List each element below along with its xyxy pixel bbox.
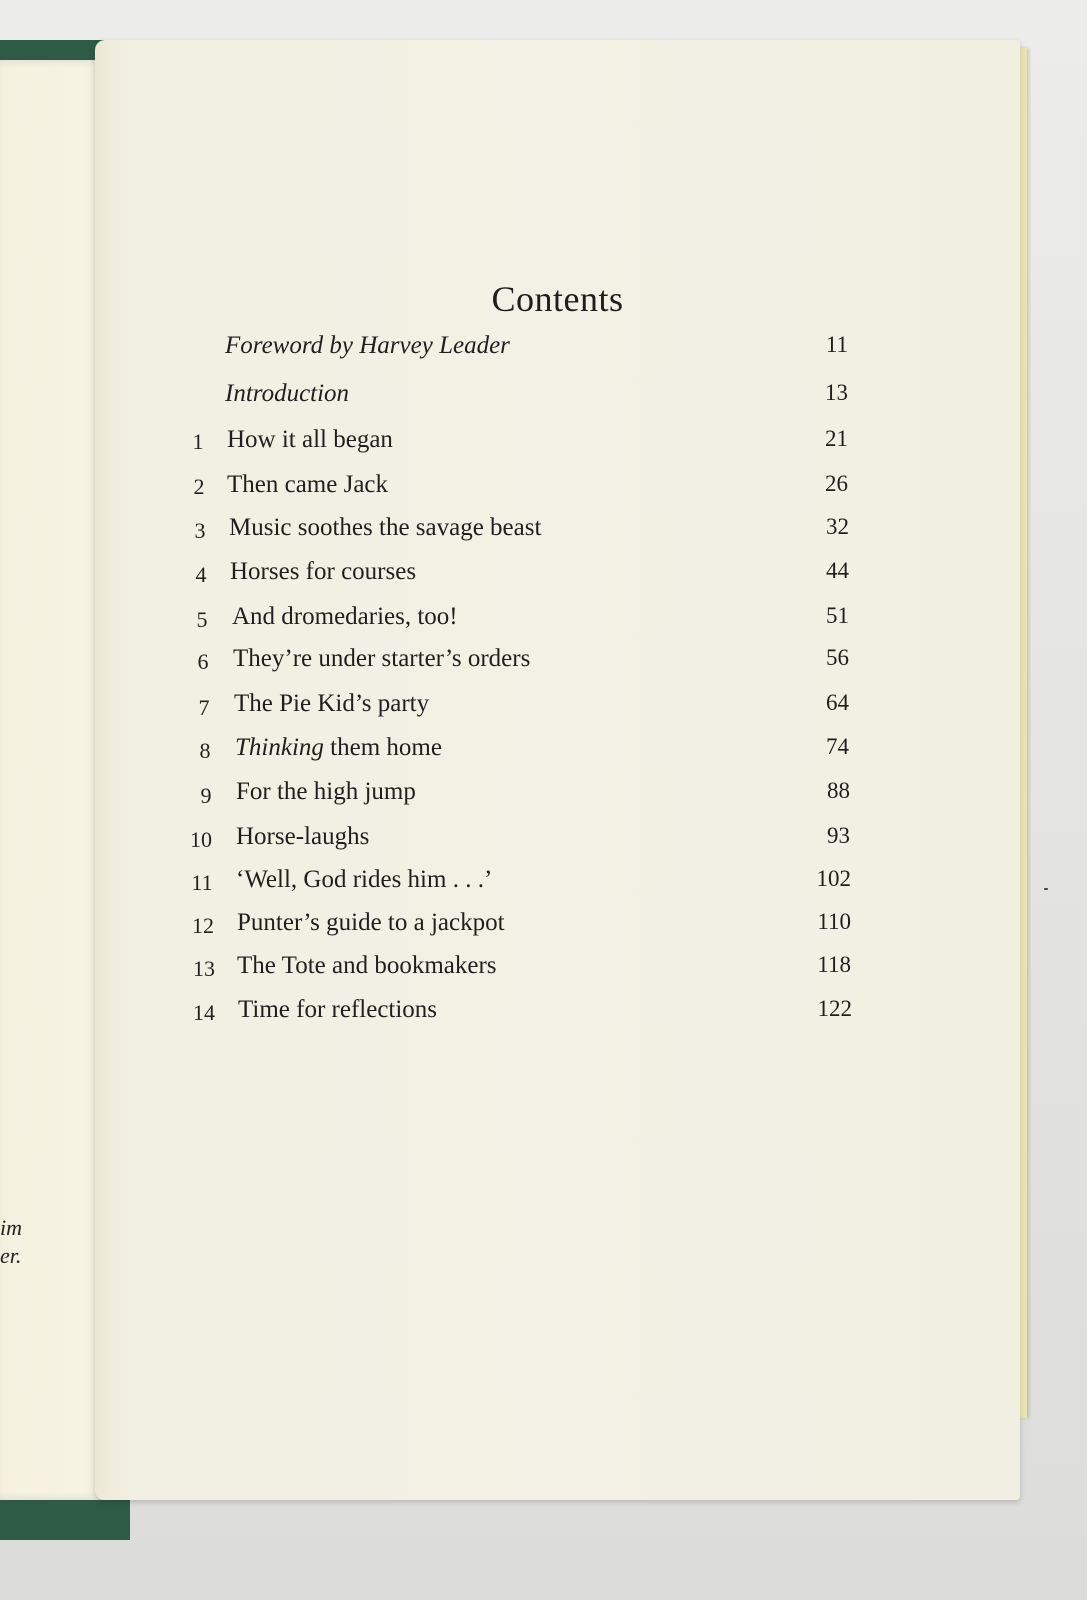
toc-entry-title: Punter’s guide to a jackpot [237, 909, 505, 936]
toc-entry-page: 56 [826, 645, 849, 670]
toc-entry [95, 558, 1020, 594]
toc-entry-title: They’re under starter’s orders [233, 645, 531, 672]
toc-entry-number: 6 [197, 649, 209, 674]
toc-entry-page: 64 [826, 690, 849, 715]
page-title: Contents [491, 279, 624, 319]
toc-entry-page: 11 [825, 332, 848, 357]
toc-entry [95, 603, 1020, 639]
toc-entry-number: 12 [192, 913, 214, 938]
toc-entry-page: 102 [816, 866, 851, 891]
toc-entry [95, 645, 1020, 681]
toc-entry-title: Foreword by Harvey Leader [225, 332, 510, 359]
toc-entry-number: 3 [194, 518, 206, 543]
toc-entry-number: 2 [193, 474, 205, 499]
toc-entry-title: The Tote and bookmakers [237, 952, 497, 979]
toc-entry-title [235, 734, 442, 762]
toc-entry [95, 426, 1020, 462]
toc-entry [95, 866, 1020, 902]
toc-entry-title: The Pie Kid’s party [234, 690, 430, 717]
toc-entry-title: Then came Jack [227, 471, 389, 498]
toc-entry-page: 74 [826, 734, 849, 759]
toc-entry-page: 44 [826, 558, 849, 583]
toc-entry [95, 996, 1020, 1032]
left-page-fragment: er. [0, 1243, 22, 1268]
toc-entry [95, 690, 1020, 726]
toc-entry-number: 11 [191, 870, 213, 895]
toc-entry [95, 514, 1020, 550]
toc-entry-number: 8 [199, 738, 211, 763]
contents-page [95, 40, 1020, 1500]
toc-entry-page: 88 [827, 778, 850, 803]
toc-entry-title: Music soothes the savage beast [229, 514, 542, 541]
toc-entry-page: 93 [827, 823, 850, 848]
toc-entry-page: 32 [826, 514, 849, 539]
toc-entry-number: 4 [195, 562, 207, 587]
toc-entry [95, 952, 1020, 988]
toc-entry [95, 471, 1020, 507]
toc-entry-number: 10 [190, 827, 212, 852]
toc-entry-page: 51 [826, 603, 849, 628]
toc-entry-number: 5 [196, 607, 208, 632]
toc-entry-title: How it all began [227, 426, 393, 453]
toc-entry-page: 26 [825, 471, 848, 496]
toc-entry [95, 909, 1020, 945]
left-page-fragment: im [0, 1215, 22, 1240]
toc-entry [95, 823, 1020, 859]
toc-entry-title: And dromedaries, too! [232, 603, 458, 630]
toc-entry [95, 778, 1020, 814]
toc-entry-title: Horses for courses [230, 558, 417, 585]
table-of-contents [95, 40, 1020, 1500]
toc-entry-title: For the high jump [236, 778, 416, 805]
dust-speck [1044, 888, 1048, 890]
toc-entry-page: 122 [817, 996, 852, 1021]
toc-entry-number: 1 [192, 429, 204, 454]
toc-entry-title: ‘Well, God rides him . . .’ [236, 866, 493, 893]
toc-entry-foreword [95, 332, 1020, 368]
toc-entry-number: 13 [193, 956, 215, 981]
toc-entry-title: Horse-laughs [236, 823, 370, 850]
toc-entry-title-rest: them home [323, 734, 442, 761]
toc-entry-page: 110 [817, 909, 851, 934]
toc-entry-number: 7 [198, 695, 210, 720]
toc-entry [95, 734, 1020, 770]
toc-entry-title: Time for reflections [238, 996, 438, 1023]
toc-entry-title: Introduction [225, 380, 350, 407]
toc-entry-page: 118 [817, 952, 851, 977]
toc-entry-introduction [95, 380, 1020, 416]
toc-entry-title-emphasis: Thinking [235, 734, 324, 761]
toc-entry-page: 13 [825, 380, 848, 405]
toc-entry-number: 9 [200, 783, 212, 808]
toc-entry-number: 14 [193, 1000, 215, 1025]
toc-entry-page: 21 [825, 426, 848, 451]
